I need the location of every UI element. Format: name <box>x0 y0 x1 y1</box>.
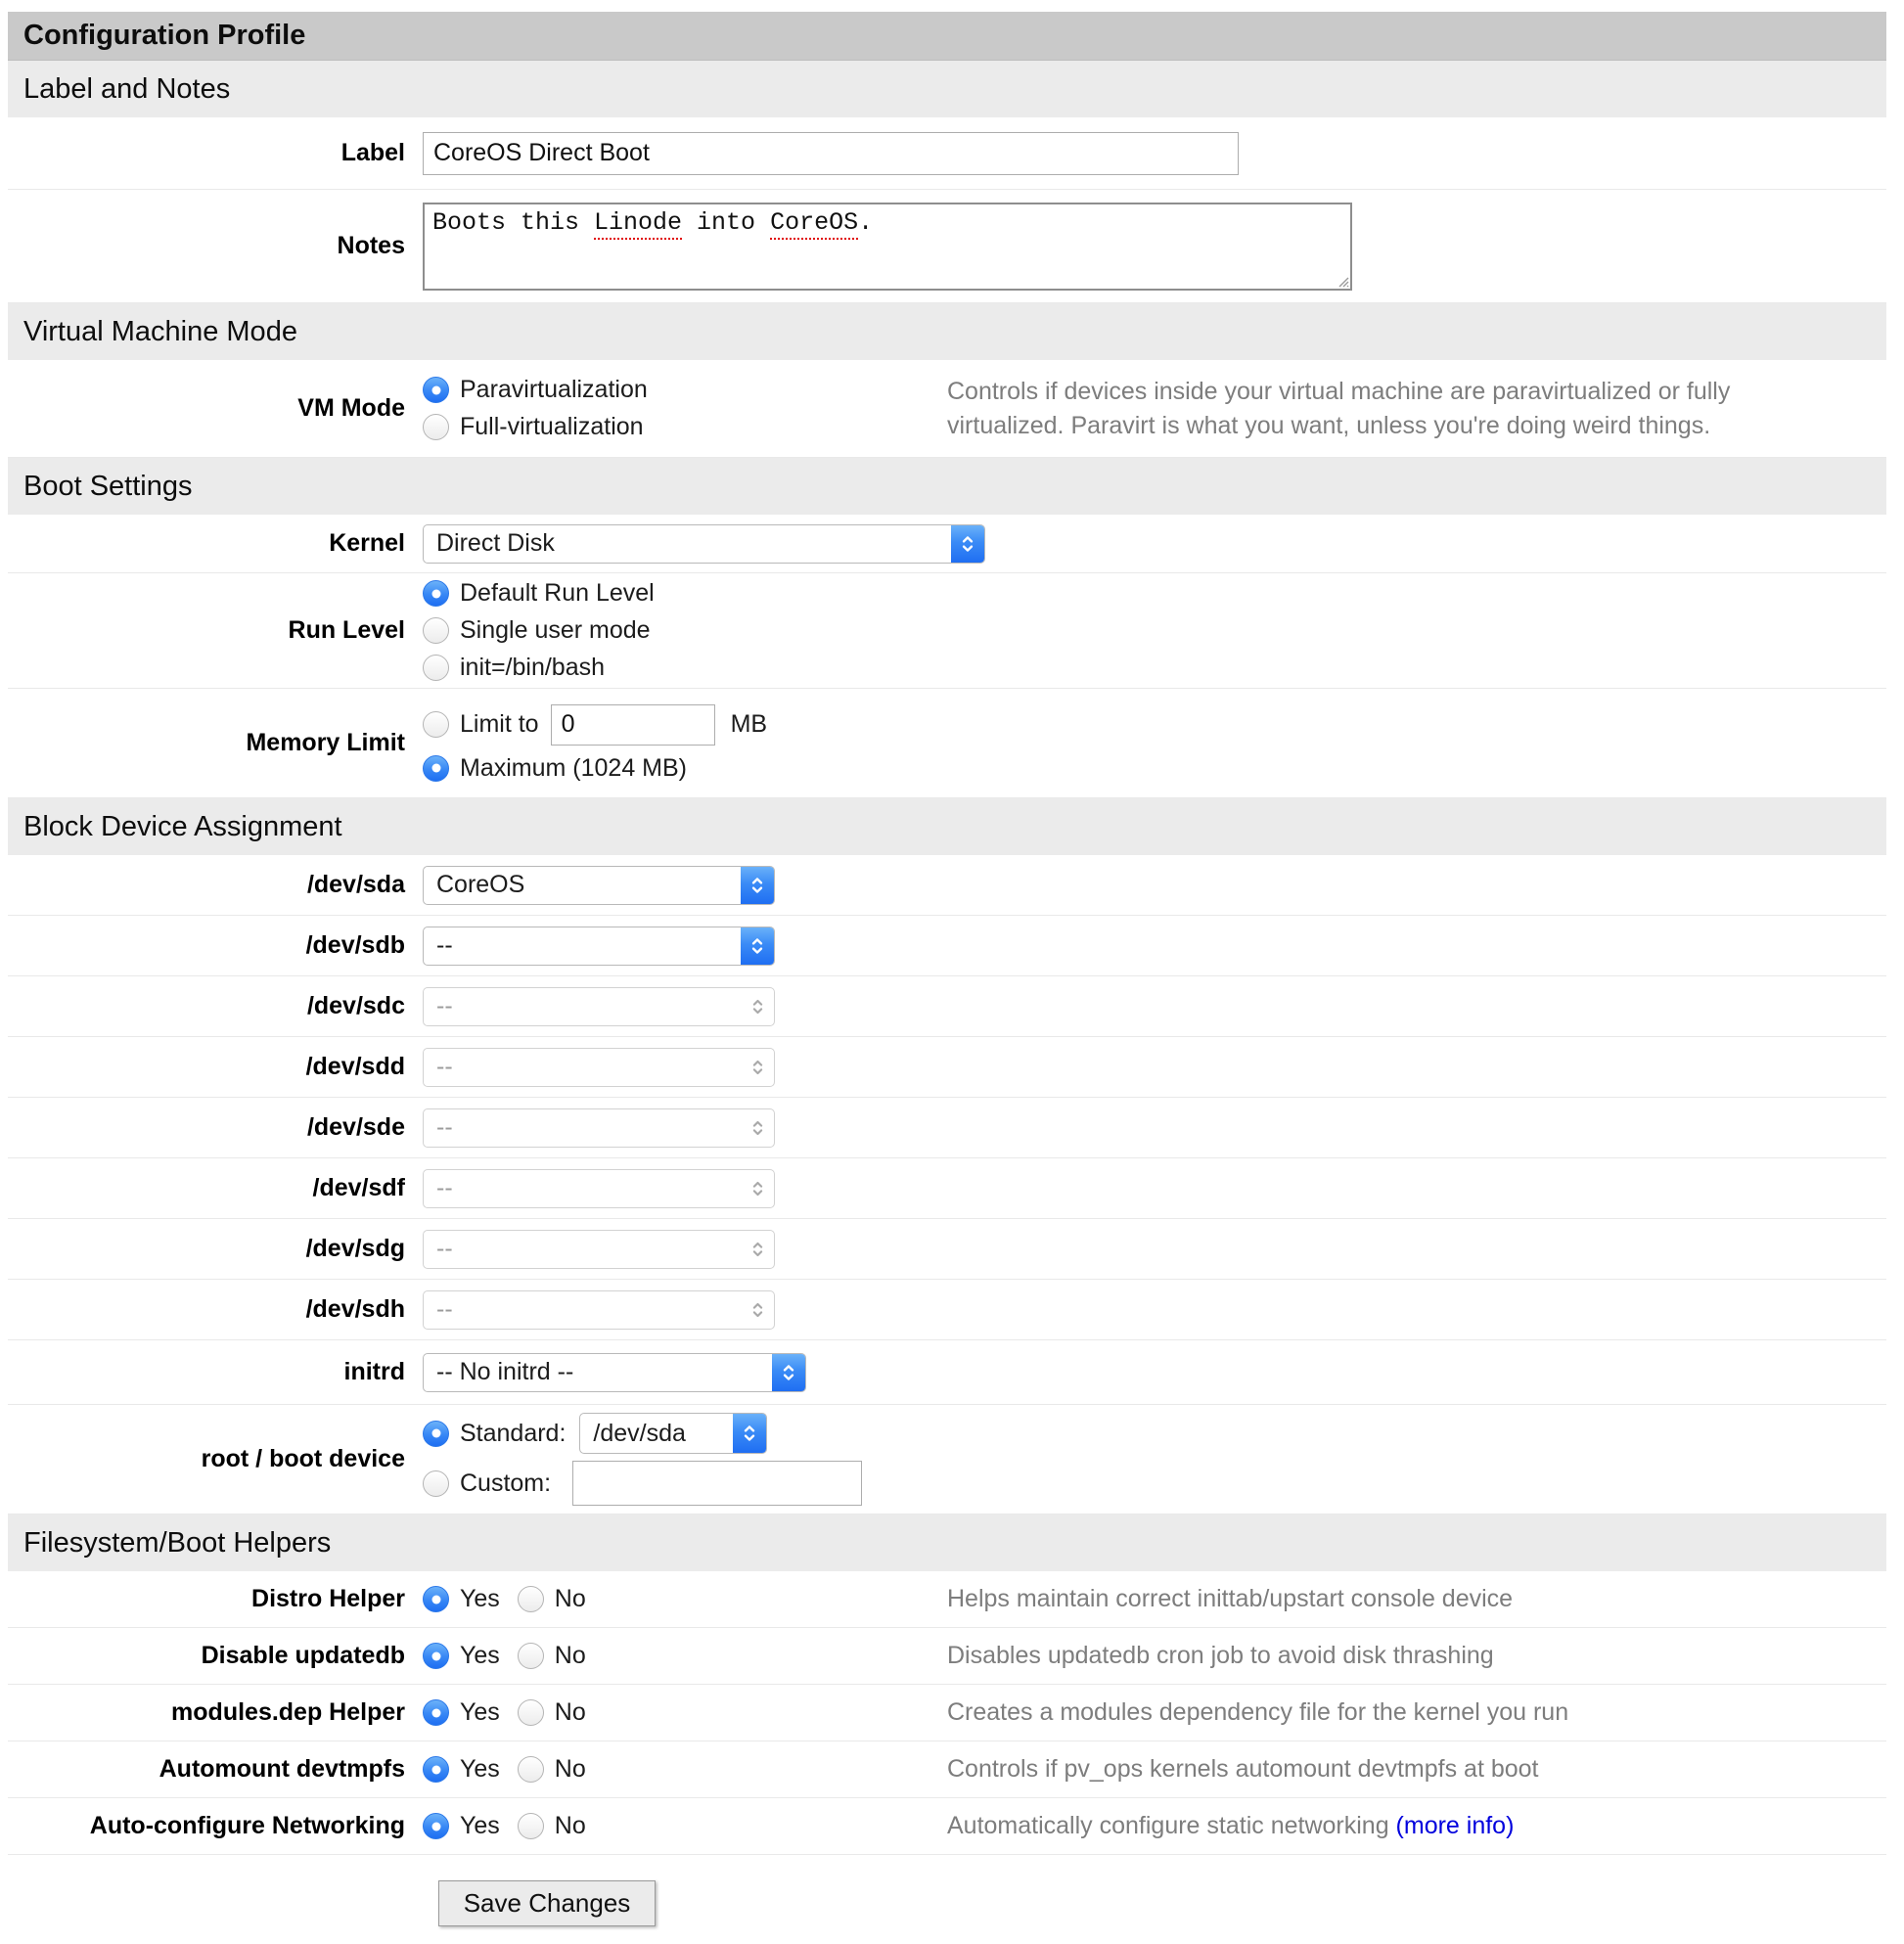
notes-misspelled-word: CoreOS <box>770 208 858 240</box>
memory-limit-option-label: Limit to <box>460 710 539 738</box>
select-arrows-icon <box>741 1049 774 1086</box>
auto-configure-networking-caption: Auto-configure Networking <box>89 1812 405 1839</box>
run-level-option-label: Single user mode <box>460 616 651 644</box>
radio-unchecked-icon <box>518 1699 544 1726</box>
radio-checked-icon <box>423 1643 449 1669</box>
vm-mode-caption: VM Mode <box>297 394 405 422</box>
page-title: Configuration Profile <box>8 12 1886 61</box>
auto-configure-networking-help-text: Automatically configure static networking <box>947 1812 1396 1839</box>
dev-sdg-select-value: -- <box>436 1235 453 1262</box>
radio-unchecked-icon <box>423 655 449 681</box>
label-input[interactable] <box>423 132 1239 175</box>
initrd-caption: initrd <box>343 1358 405 1385</box>
dev-sdg-select <box>423 1230 775 1269</box>
modules-dep-helper-yes-option[interactable] <box>423 1698 500 1727</box>
dev-sda-label: /dev/sda <box>306 871 405 898</box>
yes-label: Yes <box>460 1812 500 1839</box>
no-label: No <box>554 1812 586 1839</box>
radio-checked-icon <box>423 1699 449 1726</box>
dev-sdh-select-value: -- <box>436 1295 453 1323</box>
yes-label: Yes <box>460 1755 500 1783</box>
select-arrows-icon <box>951 525 984 563</box>
radio-checked-icon <box>423 1421 449 1447</box>
notes-field-caption: Notes <box>337 232 405 259</box>
memory-limit-caption: Memory Limit <box>246 729 405 756</box>
radio-checked-icon <box>423 580 449 607</box>
kernel-select-value: Direct Disk <box>436 529 555 557</box>
radio-unchecked-icon <box>518 1586 544 1612</box>
automount-devtmpfs-caption: Automount devtmpfs <box>159 1755 405 1783</box>
disable-updatedb-help-text: Disables updatedb cron job to avoid disk thrashing <box>947 1642 1494 1669</box>
dev-sdg-label: /dev/sdg <box>305 1235 405 1262</box>
dev-sda-select[interactable] <box>423 866 775 905</box>
dev-sdb-select[interactable] <box>423 927 775 966</box>
notes-text: Boots this <box>432 207 595 237</box>
disable-updatedb-no-option[interactable] <box>518 1642 586 1670</box>
select-arrows-icon <box>741 867 774 904</box>
auto-configure-networking-no-option[interactable] <box>518 1812 586 1840</box>
select-arrows-icon <box>733 1414 766 1453</box>
dev-sdf-select <box>423 1169 775 1208</box>
select-arrows-icon <box>741 988 774 1025</box>
select-arrows-icon <box>772 1354 805 1391</box>
automount-devtmpfs-help-text: Controls if pv_ops kernels automount devtmpfs at boot <box>947 1755 1539 1783</box>
yes-label: Yes <box>460 1698 500 1726</box>
vm-mode-help-text: Controls if devices inside your virtual machine are paravirtualized or fully virtualized. Paravirt is what you want, unless you're doing weird things. <box>947 377 1731 439</box>
radio-checked-icon <box>423 1813 449 1839</box>
select-arrows-icon <box>741 1109 774 1147</box>
dev-sdc-label: /dev/sdc <box>306 992 405 1019</box>
distro-helper-no-option[interactable] <box>518 1585 586 1613</box>
radio-unchecked-icon <box>518 1756 544 1783</box>
dev-sdd-select-value: -- <box>436 1053 453 1080</box>
kernel-caption: Kernel <box>329 529 405 557</box>
run-level-option-init-bash[interactable] <box>423 654 1886 682</box>
no-label: No <box>554 1585 586 1612</box>
root-boot-device-caption: root / boot device <box>201 1445 405 1472</box>
select-arrows-icon <box>741 1231 774 1268</box>
radio-checked-icon <box>423 755 449 782</box>
disable-updatedb-yes-option[interactable] <box>423 1642 500 1670</box>
notes-misspelled-word: Linode <box>594 208 682 240</box>
radio-unchecked-icon <box>518 1643 544 1669</box>
dev-sdh-select <box>423 1290 775 1330</box>
label-field-caption: Label <box>340 139 405 166</box>
root-device-standard-option[interactable] <box>423 1420 566 1448</box>
dev-sda-select-value: CoreOS <box>436 871 525 898</box>
no-label: No <box>554 1755 586 1783</box>
section-header-virtual-machine-mode: Virtual Machine Mode <box>8 303 1886 360</box>
run-level-option-single-user[interactable] <box>423 616 1886 645</box>
radio-unchecked-icon <box>423 414 449 440</box>
notes-text: into <box>682 207 771 237</box>
section-header-filesystem-boot-helpers: Filesystem/Boot Helpers <box>8 1515 1886 1571</box>
run-level-option-label: init=/bin/bash <box>460 654 606 681</box>
root-device-select-value: /dev/sda <box>593 1419 686 1447</box>
more-info-link[interactable]: (more info) <box>1395 1812 1515 1839</box>
section-header-label-and-notes: Label and Notes <box>8 61 1886 117</box>
distro-helper-help-text: Helps maintain correct inittab/upstart console device <box>947 1585 1514 1612</box>
custom-device-input[interactable] <box>572 1461 862 1506</box>
dev-sdb-label: /dev/sdb <box>305 931 405 959</box>
automount-devtmpfs-yes-option[interactable] <box>423 1755 500 1784</box>
dev-sdc-select <box>423 987 775 1026</box>
dev-sdb-select-value: -- <box>436 931 453 959</box>
memory-limit-option-limit-to[interactable] <box>423 710 539 739</box>
initrd-select[interactable] <box>423 1353 806 1392</box>
resize-grip-icon[interactable] <box>1336 274 1349 288</box>
select-arrows-icon <box>741 1291 774 1329</box>
initrd-select-value: -- No initrd -- <box>436 1358 574 1385</box>
memory-limit-option-label: Maximum (1024 MB) <box>460 753 687 782</box>
memory-limit-input[interactable] <box>551 704 715 746</box>
vm-mode-option-label: Paravirtualization <box>460 376 648 403</box>
dev-sdf-label: /dev/sdf <box>312 1174 405 1201</box>
yes-label: Yes <box>460 1642 500 1669</box>
run-level-caption: Run Level <box>288 616 405 644</box>
modules-dep-helper-help-text: Creates a modules dependency file for the kernel you run <box>947 1698 1569 1726</box>
notes-textarea[interactable] <box>423 203 1352 291</box>
dev-sde-select <box>423 1108 775 1148</box>
vm-mode-option-full-virtualization[interactable] <box>423 413 947 441</box>
save-changes-button[interactable]: Save Changes <box>438 1880 656 1926</box>
no-label: No <box>554 1642 586 1669</box>
root-device-standard-label: Standard: <box>460 1419 567 1447</box>
radio-unchecked-icon <box>423 617 449 644</box>
modules-dep-helper-caption: modules.dep Helper <box>171 1698 405 1726</box>
dev-sdd-select <box>423 1048 775 1087</box>
radio-checked-icon <box>423 1586 449 1612</box>
radio-checked-icon <box>423 377 449 403</box>
distro-helper-yes-option[interactable] <box>423 1585 500 1613</box>
auto-configure-networking-yes-option[interactable] <box>423 1812 500 1840</box>
dev-sdh-label: /dev/sdh <box>305 1295 405 1323</box>
radio-unchecked-icon <box>423 711 449 738</box>
disable-updatedb-caption: Disable updatedb <box>201 1642 405 1669</box>
dev-sdf-select-value: -- <box>436 1174 453 1201</box>
section-header-block-device-assignment: Block Device Assignment <box>8 798 1886 855</box>
dev-sde-select-value: -- <box>436 1113 453 1141</box>
run-level-option-default[interactable] <box>423 579 1886 608</box>
dev-sdc-select-value: -- <box>436 992 453 1019</box>
select-arrows-icon <box>741 927 774 965</box>
automount-devtmpfs-no-option[interactable] <box>518 1755 586 1784</box>
root-device-select[interactable] <box>579 1413 767 1454</box>
vm-mode-option-paravirtualization[interactable] <box>423 376 947 404</box>
select-arrows-icon <box>741 1170 774 1207</box>
radio-checked-icon <box>423 1756 449 1783</box>
dev-sde-label: /dev/sde <box>306 1113 405 1141</box>
radio-unchecked-icon <box>518 1813 544 1839</box>
radio-unchecked-icon <box>423 1470 449 1497</box>
yes-label: Yes <box>460 1585 500 1612</box>
dev-sdd-label: /dev/sdd <box>305 1053 405 1080</box>
no-label: No <box>554 1698 586 1726</box>
run-level-option-label: Default Run Level <box>460 579 655 607</box>
memory-unit-label: MB <box>730 710 768 738</box>
modules-dep-helper-no-option[interactable] <box>518 1698 586 1727</box>
distro-helper-caption: Distro Helper <box>251 1585 405 1612</box>
notes-text: . <box>858 207 874 237</box>
memory-limit-option-maximum[interactable] <box>423 754 1886 783</box>
root-device-custom-option[interactable] <box>423 1469 551 1498</box>
vm-mode-option-label: Full-virtualization <box>460 413 644 440</box>
root-device-custom-label: Custom: <box>460 1469 552 1497</box>
kernel-select[interactable] <box>423 524 985 564</box>
section-header-boot-settings: Boot Settings <box>8 458 1886 515</box>
